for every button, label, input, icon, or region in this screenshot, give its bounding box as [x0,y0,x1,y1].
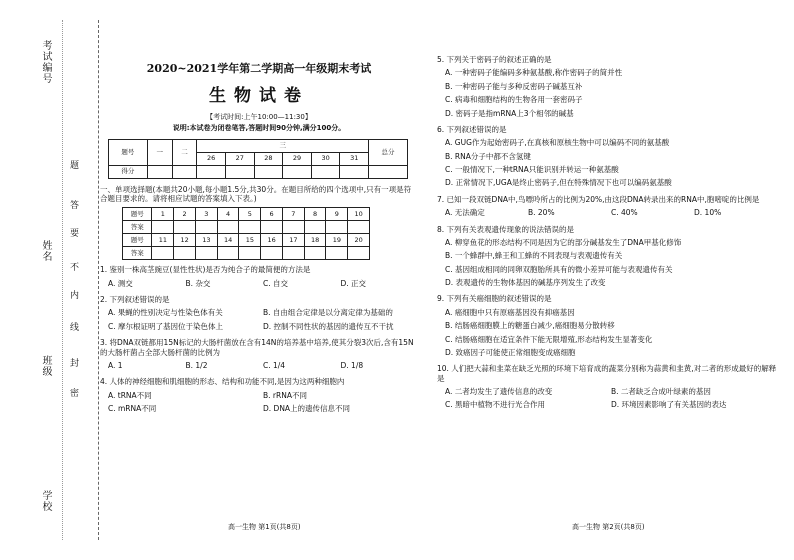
option-text: C. 结肠癌细胞在适宜条件下能无限增殖,形态结构发生显著变化 [445,334,653,344]
score-sub: 30 [311,152,340,165]
question-number: 17 [282,234,304,247]
option-text: A. tRNA不同 [108,390,152,400]
question-stem: 10. 人们把大蒜和韭菜在缺乏光照的环境下培育成的蔬菜分别称为蒜黄和韭黄,对二者的形成最好的解释是 [437,364,777,383]
score-head-total: 总分 [369,139,408,165]
option-text: D. 致癌因子可能使正常细胞变成癌细胞 [445,347,576,357]
footer-left: 高一生物 第1页(共8页) [228,523,301,531]
score-cell[interactable] [283,165,312,178]
question-number: 12 [174,234,196,247]
score-cell[interactable] [225,165,254,178]
answer-cell[interactable] [217,247,239,260]
question-options [108,277,418,290]
question-number: 8 [304,208,326,221]
option-text: D. 密码子是指mRNA上3个相邻的碱基 [445,108,574,118]
question-number: 18 [304,234,326,247]
option-text: D. 控制不同性状的基因的遗传互不干扰 [263,321,394,331]
question-number: 6 [261,208,283,221]
answer-cell[interactable] [195,247,217,260]
answer-cell[interactable] [326,221,348,234]
question-options [108,389,418,416]
score-cell[interactable] [369,165,408,178]
answer-table [122,207,370,260]
score-sub: 31 [340,152,369,165]
question-number: 16 [261,234,283,247]
question-number: 14 [217,234,239,247]
option-text: A. 测交 [108,278,133,288]
option-text: A. 果蝇的性别决定与性染色体有关 [108,308,223,318]
question-options [445,236,777,290]
question-options [445,306,777,360]
answer-head: 题号 [123,234,152,247]
option-text: B. 20% [528,208,555,218]
option-text: B. 杂交 [185,278,211,288]
answer-cell[interactable] [217,221,239,234]
score-cell[interactable] [340,165,369,178]
score-head-3: 三 [197,139,369,152]
question-stem: 4. 人体的神经细胞和肌细胞的形态、结构和功能不同,是因为这两种细胞内 [100,377,345,387]
option-text: A. GUG作为起始密码子,在真核和原核生物中可以编码不同的氨基酸 [445,138,670,148]
score-head-1: 一 [147,139,172,165]
exam-title: 2020~2021学年第二学期高一年级期末考试 [146,62,372,75]
exam-number-label: 考试编号 [40,40,51,84]
score-sub: 27 [225,152,254,165]
seal-word: 密 [68,388,78,398]
question-options [445,136,777,190]
footer-right: 高一生物 第2页(共8页) [572,523,645,531]
score-cell[interactable] [172,165,197,178]
option-text: B. 结肠癌细胞膜上的糖蛋白减少,癌细胞易分散转移 [445,321,615,331]
answer-cell[interactable] [174,221,196,234]
question-options [445,385,777,412]
option-text: B. 1/2 [185,360,208,370]
answer-cell[interactable] [282,221,304,234]
answer-cell[interactable] [282,247,304,260]
option-text: B. 一个蜂群中,蜂王和工蜂的不同表现与表观遗传有关 [445,251,623,261]
answer-cell[interactable] [152,221,174,234]
seal-word: 封 [68,358,78,368]
exam-note: 说明:本试卷为闭卷笔答,答题时间90分钟,满分100分。 [172,123,346,132]
questions-left [100,265,418,415]
score-cell[interactable] [311,165,340,178]
seal-word-0: 题 [68,160,78,170]
question-stem: 3. 将DNA双链都用15N标记的大肠杆菌放在含有14N的培养基中培养,使其分裂3次后,含有15N的大肠杆菌占全部大肠杆菌的比例为 [100,338,414,357]
option-text: C. 自交 [263,278,289,288]
question-stem: 2. 下列叙述错误的是 [100,295,170,304]
question-number: 10 [348,208,370,221]
answer-cell[interactable] [348,247,370,260]
question-number: 20 [348,234,370,247]
score-sub: 26 [197,152,226,165]
answer-cell[interactable] [261,247,283,260]
question-stem: 9. 下列有关癌细胞的叙述错误的是 [437,294,552,304]
seal-word: 答 [68,200,78,210]
question-number: 11 [152,234,174,247]
score-head-label: 题号 [109,139,148,165]
question-number: 9 [326,208,348,221]
question-number: 19 [326,234,348,247]
question-options [445,66,777,120]
option-text: C. 病毒和细胞结构的生物各用一套密码子 [445,95,583,105]
answer-cell[interactable] [239,247,261,260]
option-text: D. 1/8 [340,360,364,370]
seal-word: 内 [68,290,78,300]
question-options [108,306,418,333]
question-stem: 1. 鉴别一株高茎豌豆(显性性状)是否为纯合子的最简便的方法是 [100,265,311,275]
answer-label: 答案 [123,221,152,234]
question-stem: 6. 下列叙述错误的是 [437,124,507,134]
option-text: D. 正交 [340,278,367,288]
option-text: B. 自由组合定律是以分离定律为基础的 [263,308,393,318]
question-stem: 8. 下列有关表观遗传现象的说法错误的是 [437,224,575,234]
answer-cell[interactable] [195,221,217,234]
option-text: A. 一种密码子能编码多种氨基酸,称作密码子的简并性 [445,68,623,78]
score-table [108,139,408,179]
score-cell[interactable] [254,165,283,178]
subject-title: 生物试卷 [209,85,309,106]
option-text: C. 1/4 [263,360,286,370]
option-text: C. 摩尔根证明了基因位于染色体上 [108,321,224,331]
question-number: 1 [152,208,174,221]
question-options [108,359,418,372]
name-label: 姓名 [40,240,51,262]
answer-cell[interactable] [304,221,326,234]
seal-line [98,20,99,540]
option-text: A. 柳穿鱼花的形态结构不同是因为它的部分碱基发生了DNA甲基化修饰 [445,237,682,247]
option-text: D. 环境因素影响了有关基因的表达 [611,400,727,410]
binding-dotted-line [62,20,63,540]
question-stem: 7. 已知一段双链DNA中,鸟嘌呤所占的比例为20%,由这段DNA转录出来的RNA中,胞嘧啶的比例是 [437,194,760,204]
score-cell[interactable] [147,165,172,178]
option-text: D. 10% [694,208,722,218]
score-row-label: 得分 [109,165,148,178]
answer-head: 题号 [123,208,152,221]
class-label: 班级 [40,355,51,377]
question-number: 3 [195,208,217,221]
option-text: A. 无法确定 [445,208,485,218]
answer-cell[interactable] [348,221,370,234]
answer-cell[interactable] [326,247,348,260]
question-number: 15 [239,234,261,247]
option-text: A. 1 [108,360,123,370]
exam-time: 【考试时间:上午10:00—11:30】 [206,113,312,121]
option-text: B. 二者缺乏合成叶绿素的基因 [611,387,711,396]
seal-word: 不 [68,262,78,272]
school-label: 学校 [40,490,51,512]
option-text: D. DNA上的遗传信息不同 [263,404,351,413]
score-sub: 29 [283,152,312,165]
question-number: 13 [195,234,217,247]
page-left [100,40,418,415]
answer-cell[interactable] [174,247,196,260]
option-text: C. mRNA不同 [108,404,157,413]
answer-label: 答案 [123,247,152,260]
question-number: 4 [217,208,239,221]
score-head-2: 二 [172,139,197,165]
seal-word: 要 [68,228,78,238]
option-text: B. rRNA不同 [263,390,307,400]
score-cell[interactable] [197,165,226,178]
option-text: A. 二者均发生了遗传信息的改变 [445,387,553,396]
option-text: C. 40% [611,208,638,218]
answer-cell[interactable] [152,247,174,260]
option-text: C. 一般情况下,一种tRNA只能识别并转运一种氨基酸 [445,165,619,174]
question-number: 5 [239,208,261,221]
question-number: 2 [174,208,196,221]
page-right [437,50,777,412]
answer-cell[interactable] [239,221,261,234]
option-text: B. RNA分子中都不含氢键 [445,151,531,161]
score-sub: 28 [254,152,283,165]
section-1-title: 一、单项选择题(本题共20小题,每小题1.5分,共30分。在题目所给的四个选项中,只有一项是符合题目要求的。请将相应试题的答案填入下表。) [100,184,412,203]
answer-cell[interactable] [261,221,283,234]
option-text: C. 基因组成相同的同卵双胞胎所具有的微小差异可能与表观遗传有关 [445,264,673,274]
question-options [445,206,777,219]
option-text: C. 黑暗中植物不进行光合作用 [445,400,546,410]
questions-right [437,55,777,412]
option-text: B. 一种密码子能与多种反密码子碱基互补 [445,81,583,91]
option-text: A. 癌细胞中只有原癌基因没有抑癌基因 [445,307,575,317]
question-number: 7 [282,208,304,221]
option-text: D. 正常情况下,UGA是终止密码子,但在特殊情况下也可以编码氨基酸 [445,178,672,188]
answer-cell[interactable] [304,247,326,260]
option-text: D. 表观遗传的生物体基因的碱基序列发生了改变 [445,278,606,287]
question-stem: 5. 下列关于密码子的叙述正确的是 [437,55,552,64]
seal-word: 线 [68,322,78,332]
